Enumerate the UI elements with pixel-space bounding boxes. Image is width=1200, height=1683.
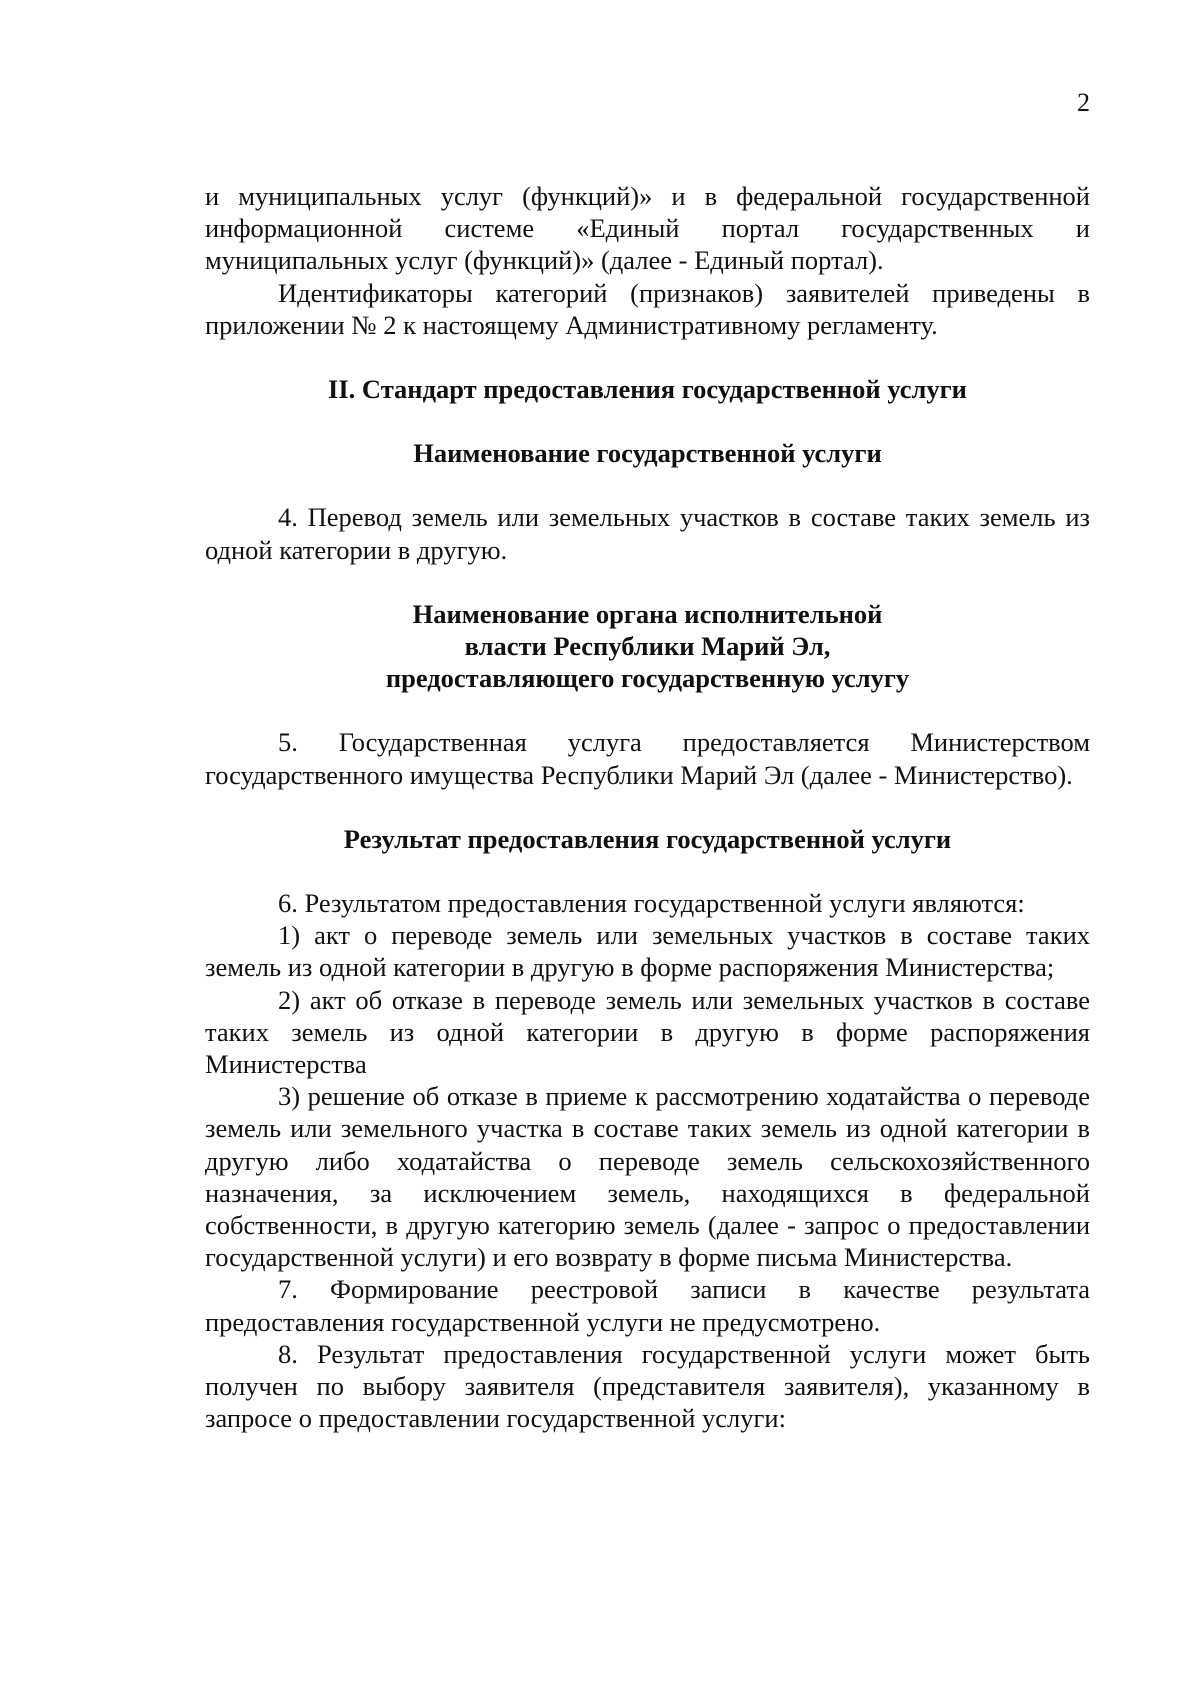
heading-executive-body <box>205 598 1090 695</box>
section-heading-standard: II. Стандарт предоставления государственной услуги <box>328 374 967 405</box>
heading-executive-body-line-1: Наименование органа исполнительной <box>412 598 883 629</box>
paragraph-portal-continuation: и муниципальных услуг (функций)» и в федеральной государственной информационной системе «Единый портал государственных и муниципальных услуг (функций)» (далее - Единый портал). <box>205 181 1090 276</box>
page-number: 2 <box>1077 88 1090 117</box>
heading-service-name: Наименование государственной услуги <box>413 438 882 469</box>
heading-executive-body-line-3: предоставляющего государственную услугу <box>385 663 910 694</box>
paragraph-6-results: 6. Результатом предоставления государственной услуги являются: <box>278 888 1025 919</box>
paragraph-8-result-delivery: 8. Результат предоставления государственной услуги может быть получен по выбору заявителя (представителя заявителя), указанному в запросе о предоставлении государственной услуги: <box>205 1338 1090 1434</box>
paragraph-6-item-1: 1) акт о переводе земель или земельных участков в составе таких земель из одной категории в другую в форме распоряжения Министерства; <box>205 920 1090 983</box>
paragraph-7-registry-record: 7. Формирование реестровой записи в качестве результата предоставления государственной услуги не предусмотрено. <box>205 1274 1090 1337</box>
paragraph-6-item-2: 2) акт об отказе в переводе земель или земельных участков в составе таких земель из одной категории в другую в форме распоряжения Министерства <box>205 984 1090 1080</box>
heading-executive-body-line-2: власти Республики Марий Эл, <box>464 631 831 662</box>
heading-service-result: Результат предоставления государственной услуги <box>343 823 952 854</box>
document-body <box>205 180 1090 1435</box>
paragraph-5-ministry: 5. Государственная услуга предоставляется Министерством государственного имущества Республики Марий Эл (далее - Министерство). <box>205 727 1090 790</box>
paragraph-6-item-3: 3) решение об отказе в приеме к рассмотрению ходатайства о переводе земель или земельного участка в составе таких земель из одной категории в другую либо ходатайства о переводе земель сельскохозяйственного назначения, за исключением земель, находящихся в федеральной собственности, в другую категорию земель (далее - запрос о предоставлении государственной услуги) и его возврату в форме письма Министерства. <box>205 1081 1090 1273</box>
paragraph-4-service-name: 4. Перевод земель или земельных участков в составе таких земель из одной категории в другую. <box>205 502 1090 565</box>
paragraph-applicant-identifiers: Идентификаторы категорий (признаков) заявителей приведены в приложении № 2 к настоящему Административному регламенту. <box>205 277 1090 340</box>
